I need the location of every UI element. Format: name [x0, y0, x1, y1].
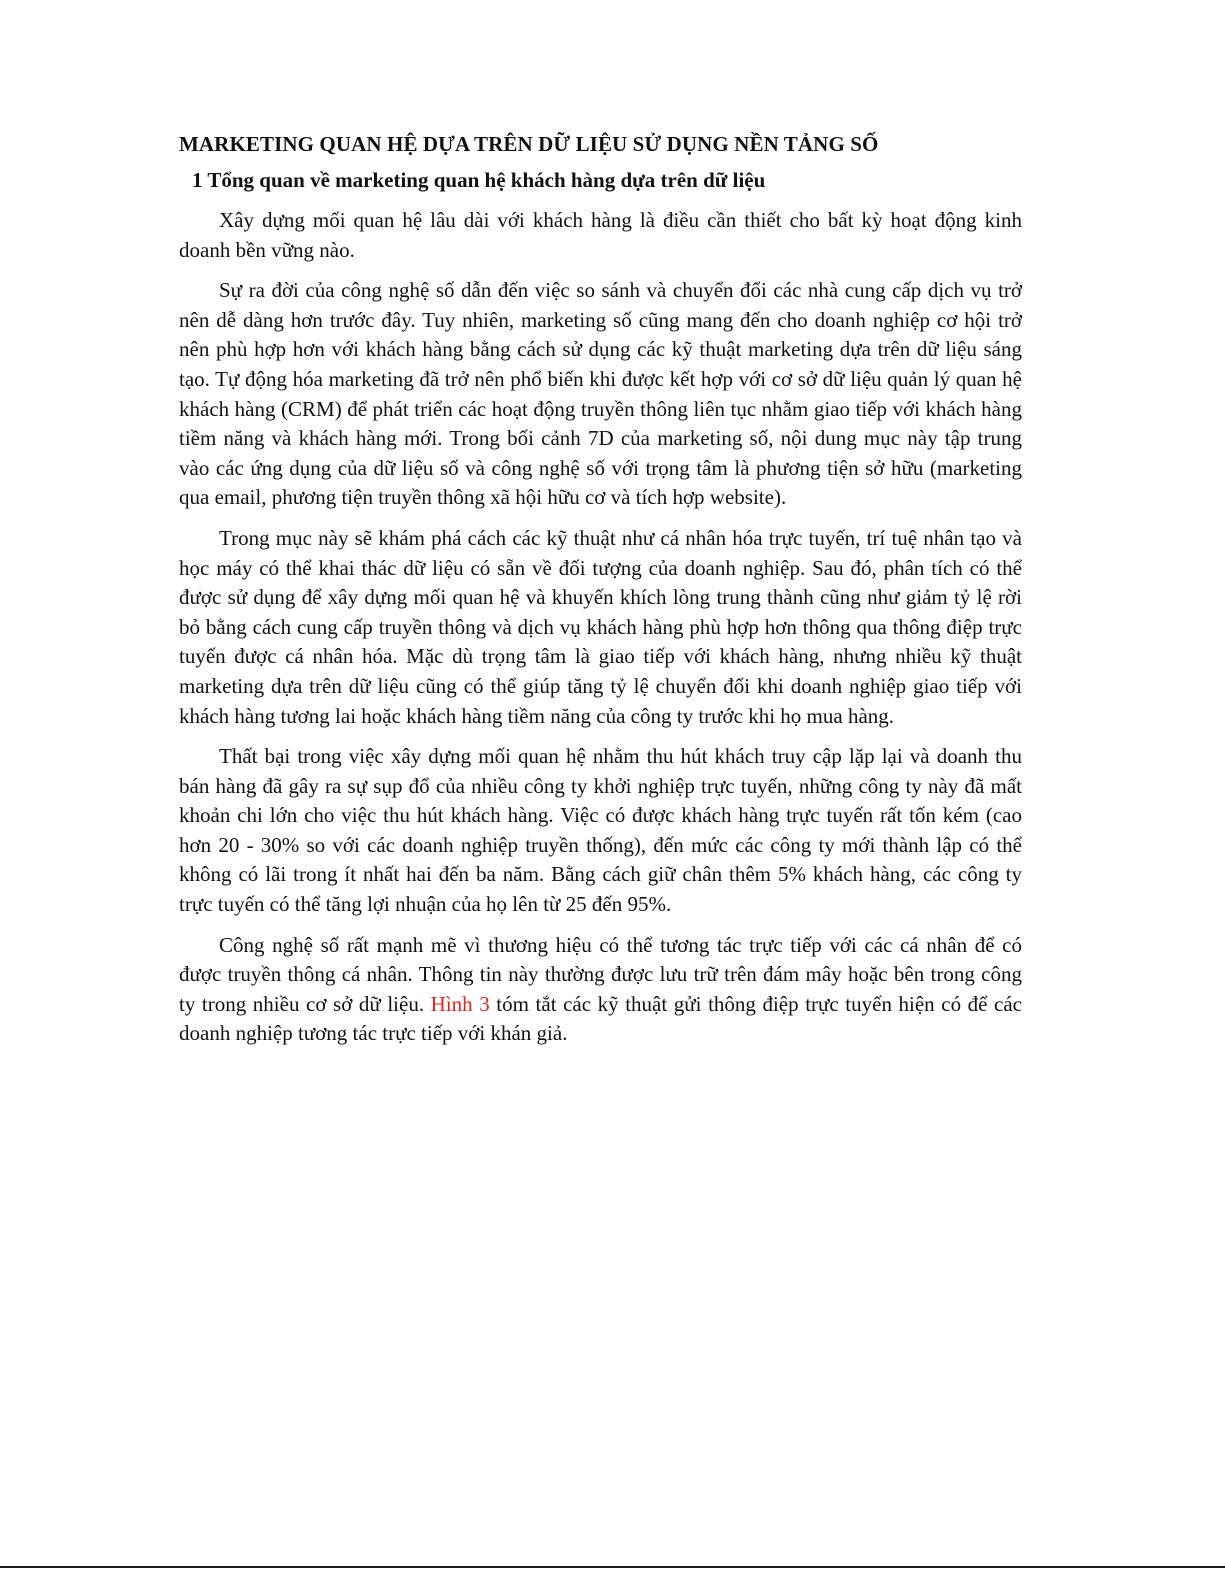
- document-title: MARKETING QUAN HỆ DỰA TRÊN DỮ LIỆU SỬ DỤNG NỀN TẢNG SỐ: [179, 132, 879, 156]
- document-page: [179, 128, 1022, 1060]
- paragraph-1: Xây dựng mối quan hệ lâu dài với khách hàng là điều cần thiết cho bất kỳ hoạt động kinh doanh bền vững nào.: [179, 208, 1022, 262]
- paragraph-5: [179, 931, 1022, 1049]
- figure-3-link[interactable]: Hình 3: [430, 991, 490, 1016]
- paragraph-2: Sự ra đời của công nghệ số dẫn đến việc so sánh và chuyển đổi các nhà cung cấp dịch vụ trở nên dễ dàng hơn trước đây. Tuy nhiên, marketing số cũng mang đến cho doanh nghiệp cơ hội trở nên phù hợp hơn với khách hàng bằng cách sử dụng các kỹ thuật marketing dựa trên dữ liệu sáng tạo. Tự động hóa marketing đã trở nên phổ biến khi được kết hợp với cơ sở dữ liệu quản lý quan hệ khách hàng (CRM) để phát triển các hoạt động truyền thông liên tục nhằm giao tiếp với khách hàng tiềm năng và khách hàng mới. Trong bối cảnh 7D của marketing số, nội dung mục này tập trung vào các ứng dụng của dữ liệu số và công nghệ số với trọng tâm là phương tiện sở hữu (marketing qua email, phương tiện truyền thông xã hội hữu cơ và tích hợp website).: [179, 278, 1022, 510]
- paragraph-5-text-after-link: tóm tắt các kỹ thuật gửi thông điệp trực tuyến hiện có để các doanh nghiệp tương tác trực tiếp với khán giả.: [179, 991, 1023, 1046]
- paragraph-3: Trong mục này sẽ khám phá cách các kỹ thuật như cá nhân hóa trực tuyến, trí tuệ nhân tạo và học máy có thể khai thác dữ liệu có sẵn về đối tượng của doanh nghiệp. Sau đó, phân tích có thể được sử dụng để xây dựng mối quan hệ và khuyến khích lòng trung thành cũng như giảm tỷ lệ rời bỏ bằng cách cung cấp truyền thông và dịch vụ khách hàng phù hợp hơn thông qua thông điệp trực tuyến được cá nhân hóa. Mặc dù trọng tâm là giao tiếp với khách hàng, nhưng nhiều kỹ thuật marketing dựa trên dữ liệu cũng có thể giúp tăng tỷ lệ chuyển đổi khi doanh nghiệp giao tiếp với khách hàng tương lai hoặc khách hàng tiềm năng của công ty trước khi họ mua hàng.: [179, 525, 1022, 728]
- paragraph-5-text-before-link: Công nghệ số rất mạnh mẽ vì thương hiệu có thể tương tác trực tiếp với các cá nhân để có được truyền thông cá nhân. Thông tin này thường được lưu trữ trên đám mây hoặc bên trong công ty trong nhiều cơ sở dữ liệu.: [179, 932, 1022, 1016]
- page-bottom-border: [0, 1566, 1225, 1568]
- section-heading: 1 Tổng quan về marketing quan hệ khách hàng dựa trên dữ liệu: [192, 168, 766, 192]
- paragraph-4: Thất bại trong việc xây dựng mối quan hệ nhằm thu hút khách truy cập lặp lại và doanh thu bán hàng đã gây ra sự sụp đổ của nhiều công ty khởi nghiệp trực tuyến, những công ty này đã mất khoản chi lớn cho việc thu hút khách hàng. Việc có được khách hàng trực tuyến rất tốn kém (cao hơn 20 - 30% so với các doanh nghiệp truyền thống), đến mức các công ty mới thành lập có thể không có lãi trong ít nhất hai đến ba năm. Bằng cách giữ chân thêm 5% khách hàng, các công ty trực tuyến có thể tăng lợi nhuận của họ lên từ 25 đến 95%.: [179, 744, 1022, 917]
